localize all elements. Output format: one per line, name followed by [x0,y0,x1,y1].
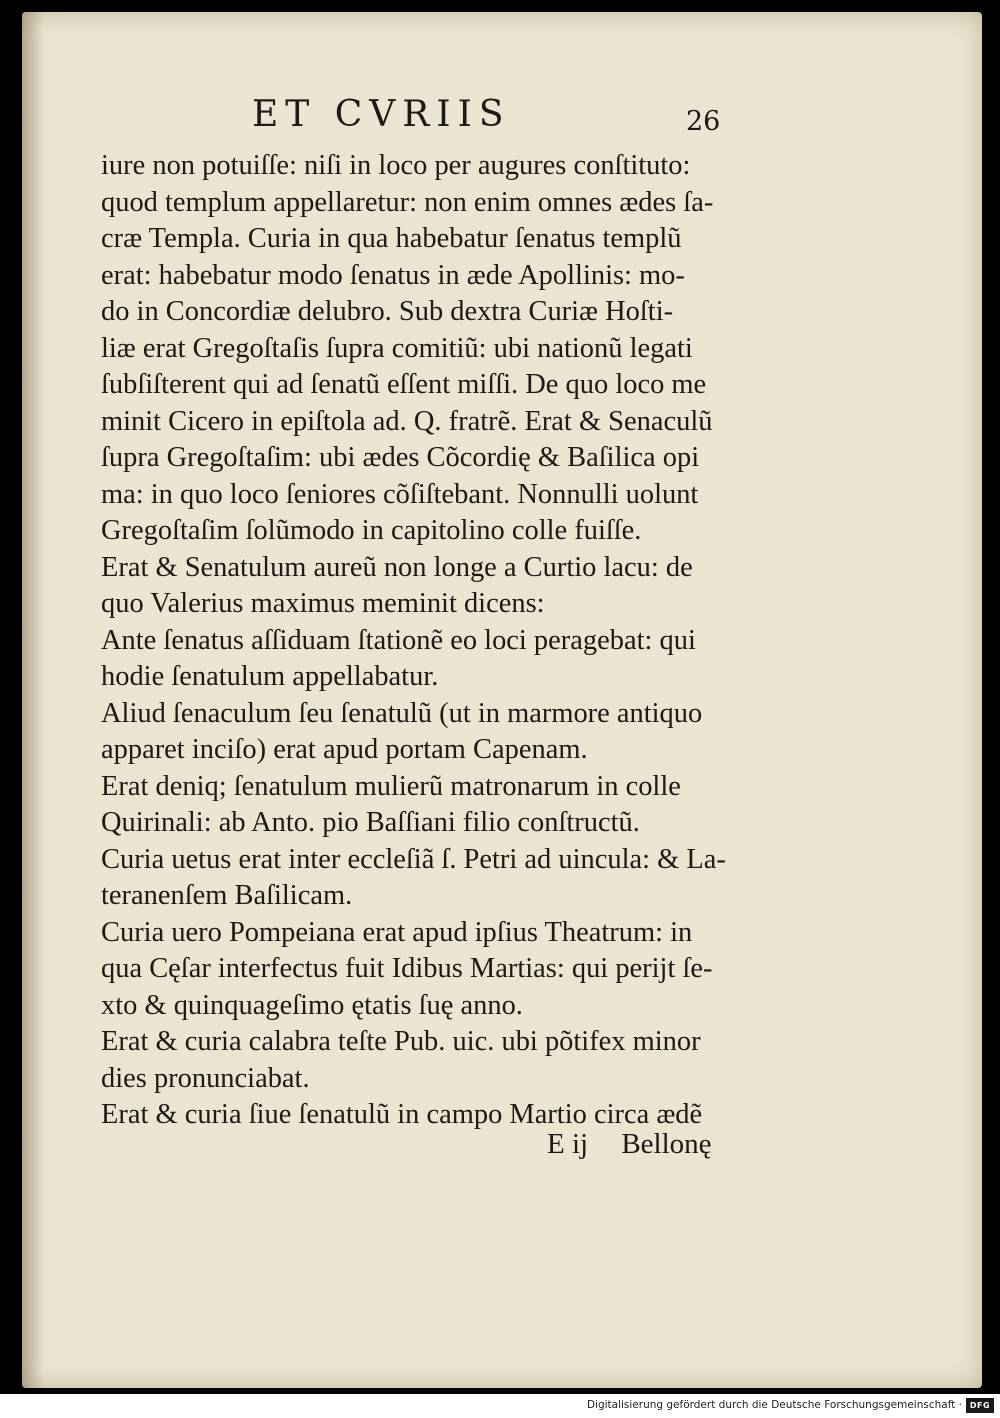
catchword-line [547,1128,738,1161]
dfg-logo: DFG [966,1398,994,1413]
text-line: hodie ſenatulum appellabatur. [101,660,439,692]
text-line: quod templum appellaretur: non enim omnes ædes ſa- [101,185,714,218]
text-line: ſubſiſterent qui ad ſenatũ eſſent miſſi. De quo loco me [101,368,707,400]
text-line: iure non potuiſſe: niſi in loco per augures conſtituto: [101,149,691,181]
text-line: qua Cęſar interfectus fuit Idibus Martias: qui perijt ſe- [101,952,713,984]
text-line: teranenſem Baſilicam. [101,879,353,911]
text-line: minit Cicero in epiſtola ad. Q. fratrẽ. Erat & Senaculũ [101,404,713,437]
text-line: Quirinali: ab Anto. pio Baſſiani filio conſtructũ. [101,806,640,838]
text-line: Curia uero Pompeiana erat apud ipſius Theatrum: in [101,915,693,948]
text-line: apparet inciſo) erat apud portam Capenam. [101,733,588,765]
catchword: Bellonę [621,1128,712,1160]
text-line: Erat & curia ſiue ſenatulũ in campo Martio circa ædẽ [101,1098,703,1130]
text-line: erat: habebatur modo ſenatus in æde Apollinis: mo- [101,258,685,291]
text-line: ma: in quo loco ſeniores cõſiſtebant. Nonnulli uolunt [101,477,699,510]
text-line: cræ Templa. Curia in qua habebatur ſenatus templũ [101,222,682,254]
signature-mark: E ij [547,1128,589,1160]
text-line: dies pronunciabat. [101,1061,310,1094]
text-block [101,147,741,1133]
running-head: ET CVRIIS [252,94,511,135]
text-line: ſupra Gregoſtaſim: ubi ædes Cõcordię & Baſilica opi [101,441,700,473]
text-line: Erat deniq; ſenatulum mulierũ matronarum in colle [101,769,681,802]
text-line: xto & quinquageſimo ętatis ſuę anno. [101,988,523,1021]
text-line: quo Valerius maximus meminit dicens: [101,587,545,619]
text-line: Erat & Senatulum aureũ non longe a Curtio lacu: de [101,550,693,583]
footer-bar [0,1394,1000,1418]
text-line: Gregoſtaſim ſolũmodo in capitolino colle fuiſſe. [101,514,642,546]
text-line: Aliud ſenaculum ſeu ſenatulũ (ut in marmore antiquo [101,696,703,729]
text-line: Curia uetus erat inter eccleſiã ſ. Petri ad uincula: & La- [101,842,726,875]
funding-credit: Digitalisierung gefördert durch die Deutsche Forschungsgemeinschaft · [586,1399,962,1411]
book-page [22,12,982,1388]
text-line: Ante ſenatus aſſiduam ſtationẽ eo loci peragebat: qui [101,623,696,656]
page-number: 26 [686,106,721,137]
text-line: liæ erat Gregoſtaſis ſupra comitiũ: ubi nationũ legati [101,331,693,364]
text-line: Erat & curia calabra teſte Pub. uic. ubi põtifex minor [101,1025,701,1057]
text-line: do in Concordiæ delubro. Sub dextra Curiæ Hoſti- [101,295,674,327]
